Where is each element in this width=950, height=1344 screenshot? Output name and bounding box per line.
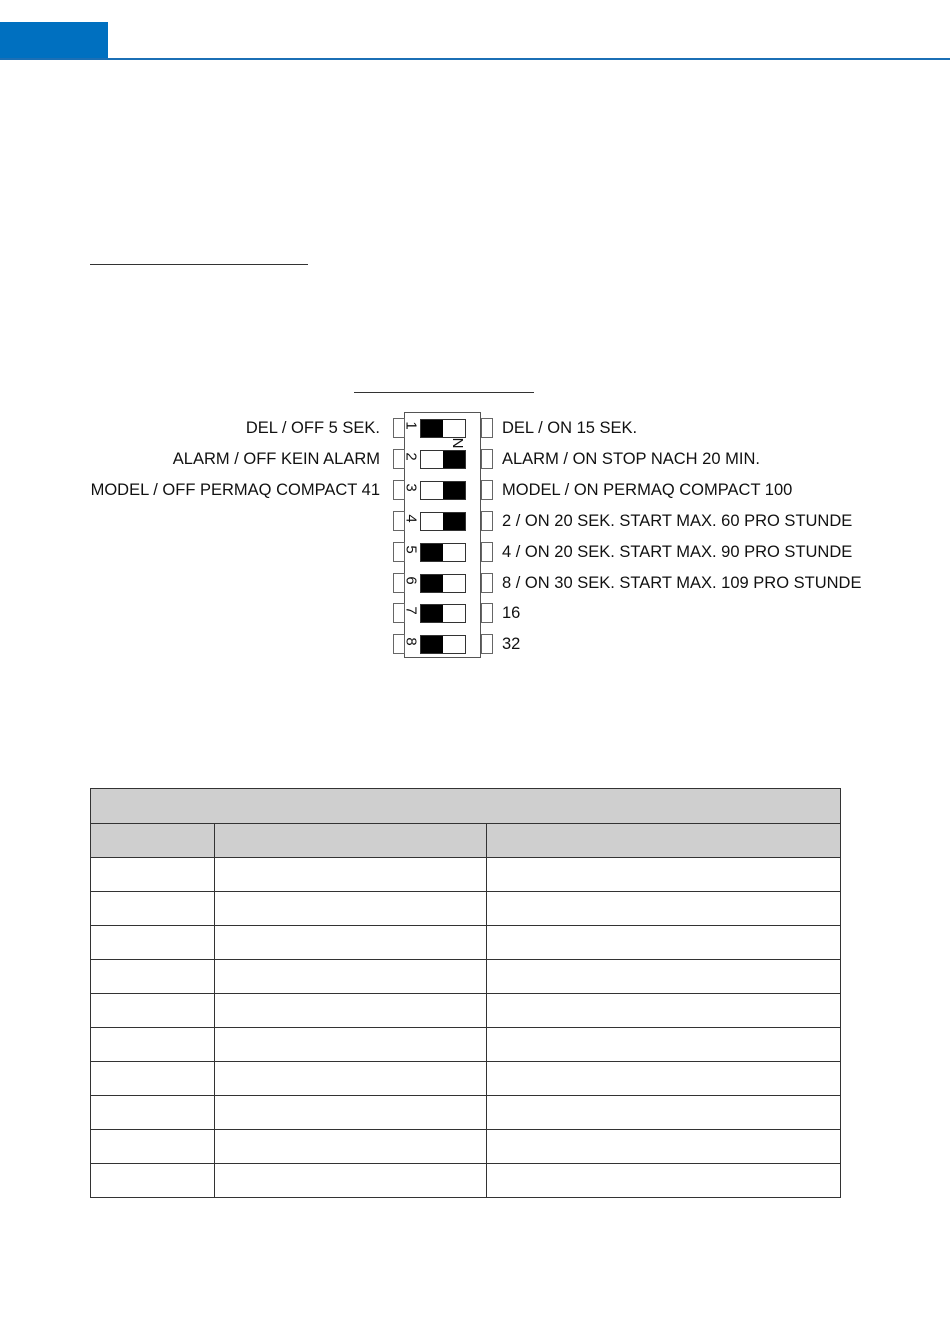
switch-number: 3 (402, 483, 420, 492)
switch-knob (443, 513, 465, 530)
dip-ear-right (481, 542, 493, 562)
switch-on-label: 16 (502, 604, 521, 622)
dip-ear-right (481, 480, 493, 500)
table-header-cell (91, 824, 215, 858)
table-row (91, 1130, 841, 1164)
switch-knob (421, 636, 443, 653)
table-cell (91, 926, 215, 960)
table-title (91, 789, 841, 824)
table-cell (91, 858, 215, 892)
table-row (91, 994, 841, 1028)
switch-on-label: ALARM / ON STOP NACH 20 MIN. (502, 450, 760, 468)
table-row (91, 1164, 841, 1198)
switch-on-label: DEL / ON 15 SEK. (502, 419, 638, 437)
table-cell (487, 1062, 841, 1096)
switch-knob (421, 544, 443, 561)
table-cell (215, 1096, 487, 1130)
switch-number: 4 (402, 514, 420, 523)
dip-switch-6[interactable] (420, 574, 466, 593)
table-cell (487, 1096, 841, 1130)
switch-on-label: MODEL / ON PERMAQ COMPACT 100 (502, 481, 793, 499)
switch-knob (443, 482, 465, 499)
switch-knob (421, 605, 443, 622)
table-cell (91, 1062, 215, 1096)
table-cell (91, 892, 215, 926)
switch-knob (421, 420, 443, 437)
switch-off-label: DEL / OFF 5 SEK. (245, 419, 380, 437)
table-header-cell (487, 824, 841, 858)
table-cell (215, 1028, 487, 1062)
table-cell (215, 994, 487, 1028)
table-cell (215, 892, 487, 926)
dip-switch-3[interactable] (420, 481, 466, 500)
table-cell (215, 1062, 487, 1096)
dip-ear-right (481, 634, 493, 654)
switch-on-label: 4 / ON 20 SEK. START MAX. 90 PRO STUNDE (502, 543, 853, 561)
dip-switch-1[interactable] (420, 419, 466, 438)
table-cell (487, 960, 841, 994)
dip-switch-4[interactable] (420, 512, 466, 531)
table-row (91, 858, 841, 892)
table-cell (91, 960, 215, 994)
table-cell (91, 994, 215, 1028)
dip-ear-right (481, 418, 493, 438)
table-cell (215, 1130, 487, 1164)
table-cell (487, 858, 841, 892)
switch-number: 5 (402, 545, 420, 554)
table-cell (215, 926, 487, 960)
table-cell (487, 994, 841, 1028)
table-cell (91, 1096, 215, 1130)
switch-on-label: 8 / ON 30 SEK. START MAX. 109 PRO STUNDE (502, 574, 862, 592)
dip-ear-right (481, 449, 493, 469)
dip-switch-7[interactable] (420, 604, 466, 623)
table-header-row (91, 824, 841, 858)
switch-off-label: MODEL / OFF PERMAQ COMPACT 41 (90, 481, 380, 499)
switch-knob (443, 451, 465, 468)
settings-table (90, 788, 841, 1198)
table-cell (487, 1028, 841, 1062)
switch-knob (421, 575, 443, 592)
table-row (91, 1062, 841, 1096)
table-row (91, 1096, 841, 1130)
table-title-row (91, 789, 841, 824)
table-cell (91, 1028, 215, 1062)
dip-switch-2[interactable] (420, 450, 466, 469)
dip-ear-right (481, 511, 493, 531)
table-cell (91, 1130, 215, 1164)
table-cell (487, 1164, 841, 1198)
dip-ear-right (481, 573, 493, 593)
table-cell (487, 1130, 841, 1164)
dip-switch-5[interactable] (420, 543, 466, 562)
header-accent-block (0, 22, 108, 60)
diagram-heading-underline (354, 392, 534, 393)
switch-number: 8 (402, 637, 420, 646)
table-cell (215, 1164, 487, 1198)
switch-on-label: 32 (502, 635, 521, 653)
table-cell (215, 960, 487, 994)
table-header-cell (215, 824, 487, 858)
table-cell (487, 892, 841, 926)
switch-number: 7 (402, 606, 420, 615)
header-rule (0, 58, 950, 60)
section-heading-underline (90, 264, 308, 265)
table-cell (487, 926, 841, 960)
table-row (91, 892, 841, 926)
dip-switch-8[interactable] (420, 635, 466, 654)
table-cell (91, 1164, 215, 1198)
switch-off-label: ALARM / OFF KEIN ALARM (172, 450, 380, 468)
table-row (91, 960, 841, 994)
dip-ear-right (481, 603, 493, 623)
switch-number: 6 (402, 576, 420, 585)
table-row (91, 926, 841, 960)
switch-number: 1 (402, 421, 420, 430)
switch-number: 2 (402, 452, 420, 461)
table-cell (215, 858, 487, 892)
switch-on-label: 2 / ON 20 SEK. START MAX. 60 PRO STUNDE (502, 512, 853, 530)
table-row (91, 1028, 841, 1062)
